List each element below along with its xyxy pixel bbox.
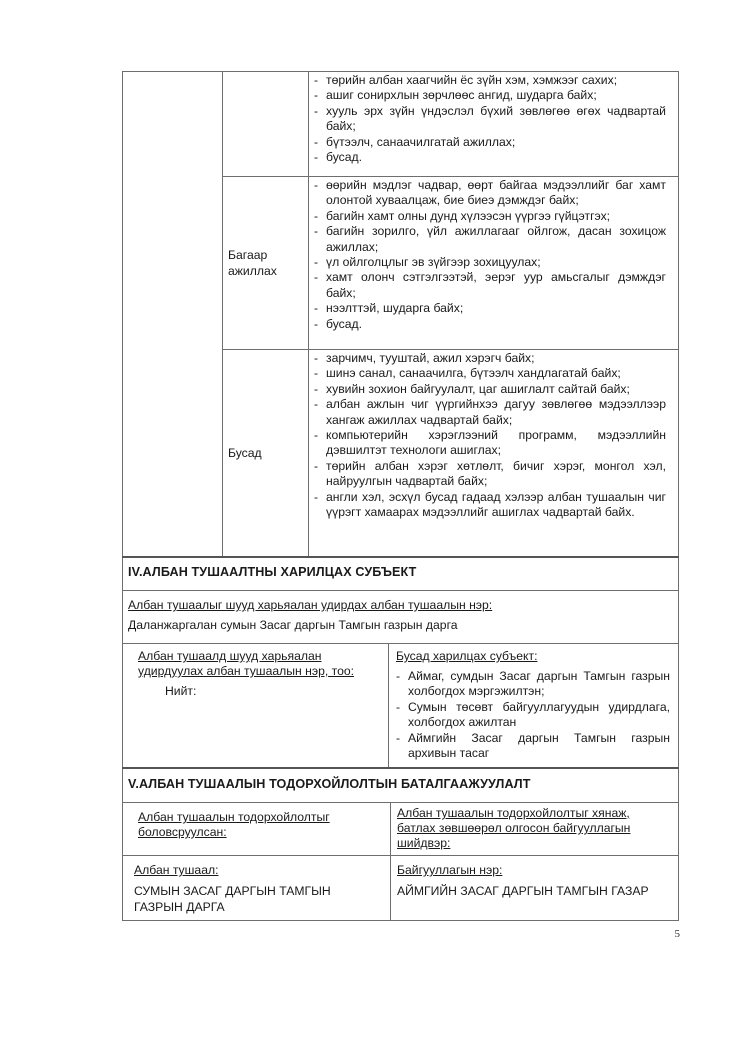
list-item: - багийн хамт олны дунд хүлээсэн үүргээ гүйцэтгэх;	[314, 209, 666, 224]
list-item: - Сумын төсөвт байгууллагуудын удирдлага, холбогдох ажилтан	[396, 700, 670, 731]
list-item: - англи хэл, эсхүл бусад гадаад хэлээр албан тушаалын чиг үүрэгт хамаарах мэдээллийг ашиглах чадвартай байх.	[314, 490, 666, 521]
list-item: - Аймгийн Засаг даргын Тамгын газрын архивын тасаг	[396, 731, 670, 762]
drafted-by-heading: боловсруулсан:	[138, 825, 227, 839]
competency-item-list	[314, 351, 666, 520]
list-item: - хамт олонч сэтгэлгээтэй, эерэг уур амьсгалыг дэмждэг байх;	[314, 270, 666, 301]
list-item: - бусад.	[314, 150, 666, 165]
supervisor-value: Даланжаргалан сумын Засаг даргын Тамгын газрын дарга	[128, 618, 458, 632]
supervisor-heading: Албан тушаалыг шууд харьяалан удирдах албан тушаалын нэр:	[128, 598, 493, 612]
competency-item-list	[314, 73, 666, 165]
list-item: - бүтээлч, санаачилгатай ажиллах;	[314, 135, 666, 150]
approval-heading: Албан тушаалын тодорхойлолтыг хянаж,	[397, 806, 630, 820]
subordinate-heading: Албан тушаалд шууд харьяалан	[138, 649, 322, 663]
list-item: - хувийн зохион байгуулалт, цаг ашиглалт сайтай байх;	[314, 382, 666, 397]
list-item: - нээлттэй, шударга байх;	[314, 301, 666, 316]
list-item: - ашиг сонирхлын зөрчлөөс ангид, шударга байх;	[314, 88, 666, 103]
list-item: - албан ажлын чиг үүргийнхээ дагуу зөвлөгөө мэдээллээр хангаж ажиллах чадвартай байх;	[314, 397, 666, 428]
page-number: 5	[674, 928, 680, 940]
total-label: Нийт:	[165, 684, 197, 698]
list-item: - шинэ санал, санаачилга, бүтээлч хандлагатай байх;	[314, 366, 666, 381]
drafted-by-heading: Албан тушаалын тодорхойлолтыг	[138, 810, 330, 824]
list-item: - төрийн албан хэрэг хөтлөлт, бичиг хэрэг, монгол хэл, найруулгын чадвартай байх;	[314, 459, 666, 490]
other-subjects-heading: Бусад харилцах субъект:	[396, 649, 538, 663]
list-item: - багийн зорилго, үйл ажиллагааг ойлгож, дасан зохицож ажиллах;	[314, 224, 666, 255]
list-item: - үл ойлголцлыг эв зүйгээр зохицуулах;	[314, 255, 666, 270]
list-item: - бусад.	[314, 317, 666, 332]
list-item: - компьютерийн хэрэглээний программ, мэдээллийн дэвшилтэт технологи ашиглах;	[314, 428, 666, 459]
position-value: ГАЗРЫН ДАРГА	[134, 900, 225, 914]
organization-label: Байгууллагын нэр:	[397, 863, 503, 877]
list-item: - Аймаг, сумдын Засаг даргын Тамгын газрын холбогдох мэргэжилтэн;	[396, 669, 670, 700]
section-title: IV.АЛБАН ТУШААЛТНЫ ХАРИЛЦАХ СУБЪЕКТ	[128, 565, 417, 579]
section-title: V.АЛБАН ТУШААЛЫН ТОДОРХОЙЛОЛТЫН БАТАЛГААЖУУЛАЛТ	[128, 777, 531, 791]
competency-item-list	[314, 178, 666, 332]
position-value: СУМЫН ЗАСАГ ДАРГЫН ТАМГЫН	[134, 884, 331, 898]
competency-label: Бусад	[228, 446, 262, 460]
other-subjects-list	[396, 669, 670, 761]
list-item: - хууль эрх зүйн үндэслэл бүхий зөвлөгөө өгөх чадвартай байх;	[314, 104, 666, 135]
position-label: Албан тушаал:	[134, 863, 219, 877]
approval-heading: шийдвэр:	[397, 836, 451, 850]
list-item: - төрийн албан хаагчийн ёс зүйн хэм, хэмжээг сахих;	[314, 73, 666, 88]
organization-value: АЙМГИЙН ЗАСАГ ДАРГЫН ТАМГЫН ГАЗАР	[397, 884, 649, 898]
list-item: - зарчимч, тууштай, ажил хэрэгч байх;	[314, 351, 666, 366]
subordinate-heading: удирдуулах албан тушаалын нэр, тоо:	[138, 664, 355, 678]
approval-heading: батлах зөвшөөрөл олгосон байгууллагын	[397, 821, 631, 835]
competency-label: Багаар ажиллах	[228, 248, 277, 278]
list-item: - өөрийн мэдлэг чадвар, өөрт байгаа мэдээллийг баг хамт олонтой хуваалцаж, бие биеэ дэмждэг байх;	[314, 178, 666, 209]
